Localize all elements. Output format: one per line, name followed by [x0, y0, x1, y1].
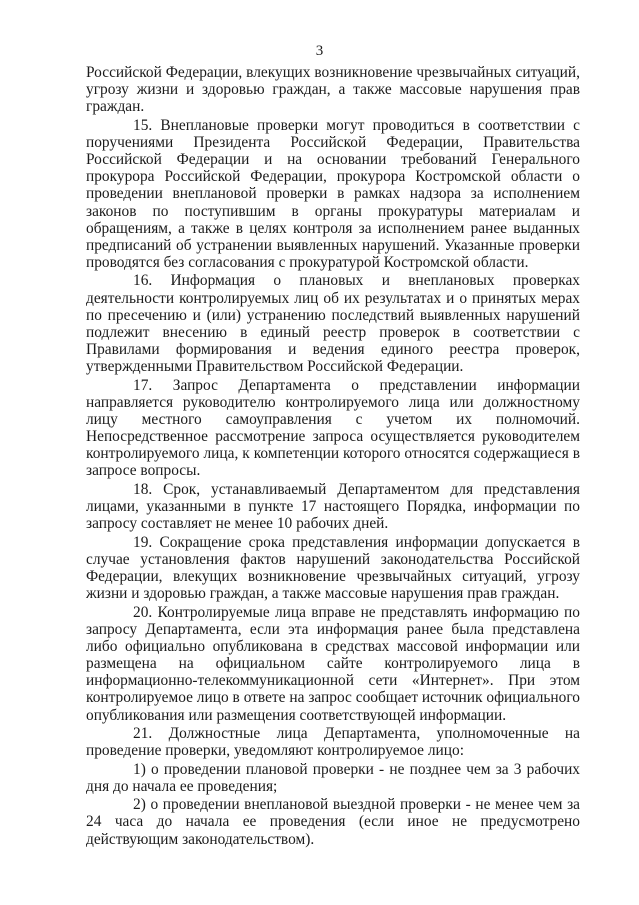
page-number: 3: [315, 43, 324, 59]
document-body: [86, 64, 580, 849]
paragraph-17: 17. Запрос Департамента о представлении информации направляется руководителю контролируемого лица или должностному лицу местного самоуправления с учетом их полномочий. Непосредственное рассмотрение запроса осуществляется руководителем контролируемого лица, к компетенции которого относятся содержащиеся в запросе вопросы.: [86, 376, 580, 480]
paragraph-19: 19. Сокращение срока представления информации допускается в случае установления фактов нарушений законодательства Российской Федерации, влекущих возникновение чрезвычайных ситуаций, угрозу жизни и здоровью граждан, а также массовые нарушения прав граждан.: [86, 533, 580, 603]
paragraph-21: 21. Должностные лица Департамента, уполномоченные на проведение проверки, уведомляют контролируемое лицо:: [86, 725, 580, 760]
paragraph-20: 20. Контролируемые лица вправе не представлять информацию по запросу Департамента, если эта информация ранее была представлена либо официально опубликована в средствах массовой информации или размещена на официальном сайте контролируемого лица в информационно-телекоммуникационной сети «Интернет». При этом контролируемое лицо в ответе на запрос сообщает источник официального опубликования или размещения соответствующей информации.: [86, 603, 580, 724]
paragraph-continuation: Российской Федерации, влекущих возникновение чрезвычайных ситуаций, угрозу жизни и здоровью граждан, а также массовые нарушения прав граждан.: [86, 64, 580, 116]
paragraph-18: 18. Срок, устанавливаемый Департаментом для представления лицами, указанными в пункте 17 настоящего Порядка, информации по запросу составляет не менее 10 рабочих дней.: [86, 480, 580, 533]
paragraph-21-item-1: 1) о проведении плановой проверки - не позднее чем за 3 рабочих дня до начала ее проведения;: [86, 760, 580, 795]
paragraph-15: 15. Внеплановые проверки могут проводиться в соответствии с поручениями Президента Российской Федерации, Правительства Российской Федерации и на основании требований Генерального прокурора Российской Федерации, прокурора Костромской области о проведении внеплановой проверки в рамках надзора за исполнением законов по поступившим в органы прокуратуры материалам и обращениям, а также в целях контроля за исполнением ранее выданных предписаний об устранении выявленных нарушений. Указанные проверки проводятся без согласования с прокуратурой Костромской области.: [86, 116, 580, 272]
paragraph-21-item-2: 2) о проведении внеплановой выездной проверки - не менее чем за 24 часа до начала ее проведения (если иное не предусмотрено действующим законодательством).: [86, 796, 580, 848]
paragraph-16: 16. Информация о плановых и внеплановых проверках деятельности контролируемых лиц об их результатах и о принятых мерах по пресечению и (или) устранению последствий выявленных нарушений подлежит внесению в единый реестр проверок в соответствии с Правилами формирования и ведения единого реестра проверок, утвержденными Правительством Российской Федерации.: [86, 272, 580, 376]
